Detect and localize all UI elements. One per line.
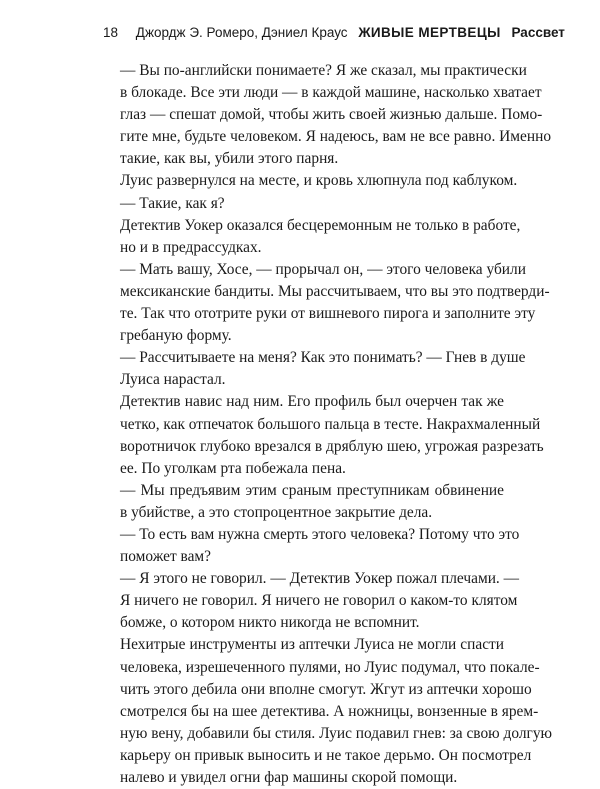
text-line: поможет вам? <box>120 548 211 566</box>
text-line: налево и увидел огни фар машины скорой помощи. <box>120 769 458 786</box>
body-text <box>103 60 553 789</box>
text-line: человека, изрешеченного пулями, но Луис подумал, что покале- <box>120 658 540 676</box>
paragraph <box>103 215 521 259</box>
header-book-title: Рассвет <box>511 25 565 40</box>
text-line: но и в предрассудках. <box>120 238 262 256</box>
page-number: 18 <box>103 25 119 40</box>
paragraph <box>103 480 504 524</box>
text-line: смотрелся бы на шее детектива. А ножницы, вонзенные в ярем- <box>120 702 539 720</box>
text-line: Нехитрые инструменты из аптечки Луиса не могли спасти <box>120 636 504 654</box>
text-line: четко, как отпечаток большого пальца в тесте. Накрахмаленный <box>120 415 541 433</box>
text-line: карьеру он привык выносить и не такое дерьмо. Он посмотрел <box>120 746 532 764</box>
paragraph <box>103 347 526 391</box>
text-line: — Мать вашу, Хосе, — прорычал он, — этого человека убили <box>120 260 526 278</box>
text-line: мексиканские бандиты. Мы рассчитываем, что вы это подтверди- <box>120 282 550 300</box>
paragraph <box>103 60 552 170</box>
text-line: Детектив навис над ним. Его профиль был очерчен так же <box>120 393 504 411</box>
paragraph <box>103 568 520 634</box>
text-line: — То есть вам нужна смерть этого человека? Потому что это <box>120 525 520 543</box>
text-line: в убийстве, а это стопроцентное закрытие дела. <box>120 503 433 521</box>
paragraph <box>103 259 550 347</box>
paragraph <box>103 391 544 479</box>
running-header <box>103 25 580 40</box>
text-line: Луиса нарастал. <box>120 371 226 389</box>
text-line: Я ничего не говорил. Я ничего не говорил о каком-то клятом <box>120 592 518 610</box>
paragraph <box>103 634 553 789</box>
text-line: бомже, о котором никто никогда не вспомнит. <box>120 614 420 632</box>
text-line: Детектив Уокер оказался бесцеремонным не только в работе, <box>120 216 521 234</box>
text-line: гребаную форму. <box>120 327 232 345</box>
text-line: — Рассчитываете на меня? Как это понимать? — Гнев в душе <box>120 349 526 367</box>
text-line: — Такие, как я? <box>120 194 225 212</box>
text-line: в блокаде. Все эти люди — в каждой машине, насколько хватает <box>120 84 542 102</box>
text-line: ную вену, добавили бы стиля. Луис подавил гнев: за свою долгую <box>120 724 553 742</box>
text-line: глаз — спешат домой, чтобы жить своей жизнью дальше. Помо- <box>120 106 543 124</box>
text-line: — Вы по-английски понимаете? Я же сказал, мы практически <box>120 62 527 79</box>
text-line: те. Так что ототрите руки от вишневого пирога и заполните эту <box>120 305 536 323</box>
text-line: — Мы предъявим этим сраным преступникам обвинение <box>120 481 504 499</box>
header-series-title: ЖИВЫЕ МЕРТВЕЦЫ <box>358 25 501 40</box>
paragraph <box>103 524 520 568</box>
text-line: чить этого дебила они вполне смогут. Жгут из аптечки хорошо <box>120 680 532 698</box>
text-line: гите мне, будьте человеком. Я надеюсь, вам не все равно. Именно <box>120 128 552 146</box>
text-line: воротничок глубоко врезался в дряблую шею, угрожая разрезать <box>120 437 544 455</box>
paragraph <box>103 170 518 192</box>
paragraph <box>103 193 504 215</box>
header-authors: Джордж Э. Ромеро, Дэниел Краус <box>135 25 348 40</box>
text-line: такие, как вы, убили этого парня. <box>120 150 339 168</box>
text-line: — Я этого не говорил. — Детектив Уокер пожал плечами. — <box>120 570 520 588</box>
text-line: Луис развернулся на месте, и кровь хлюпнула под каблуком. <box>120 172 518 190</box>
text-line: ее. По уголкам рта побежала пена. <box>120 459 346 477</box>
